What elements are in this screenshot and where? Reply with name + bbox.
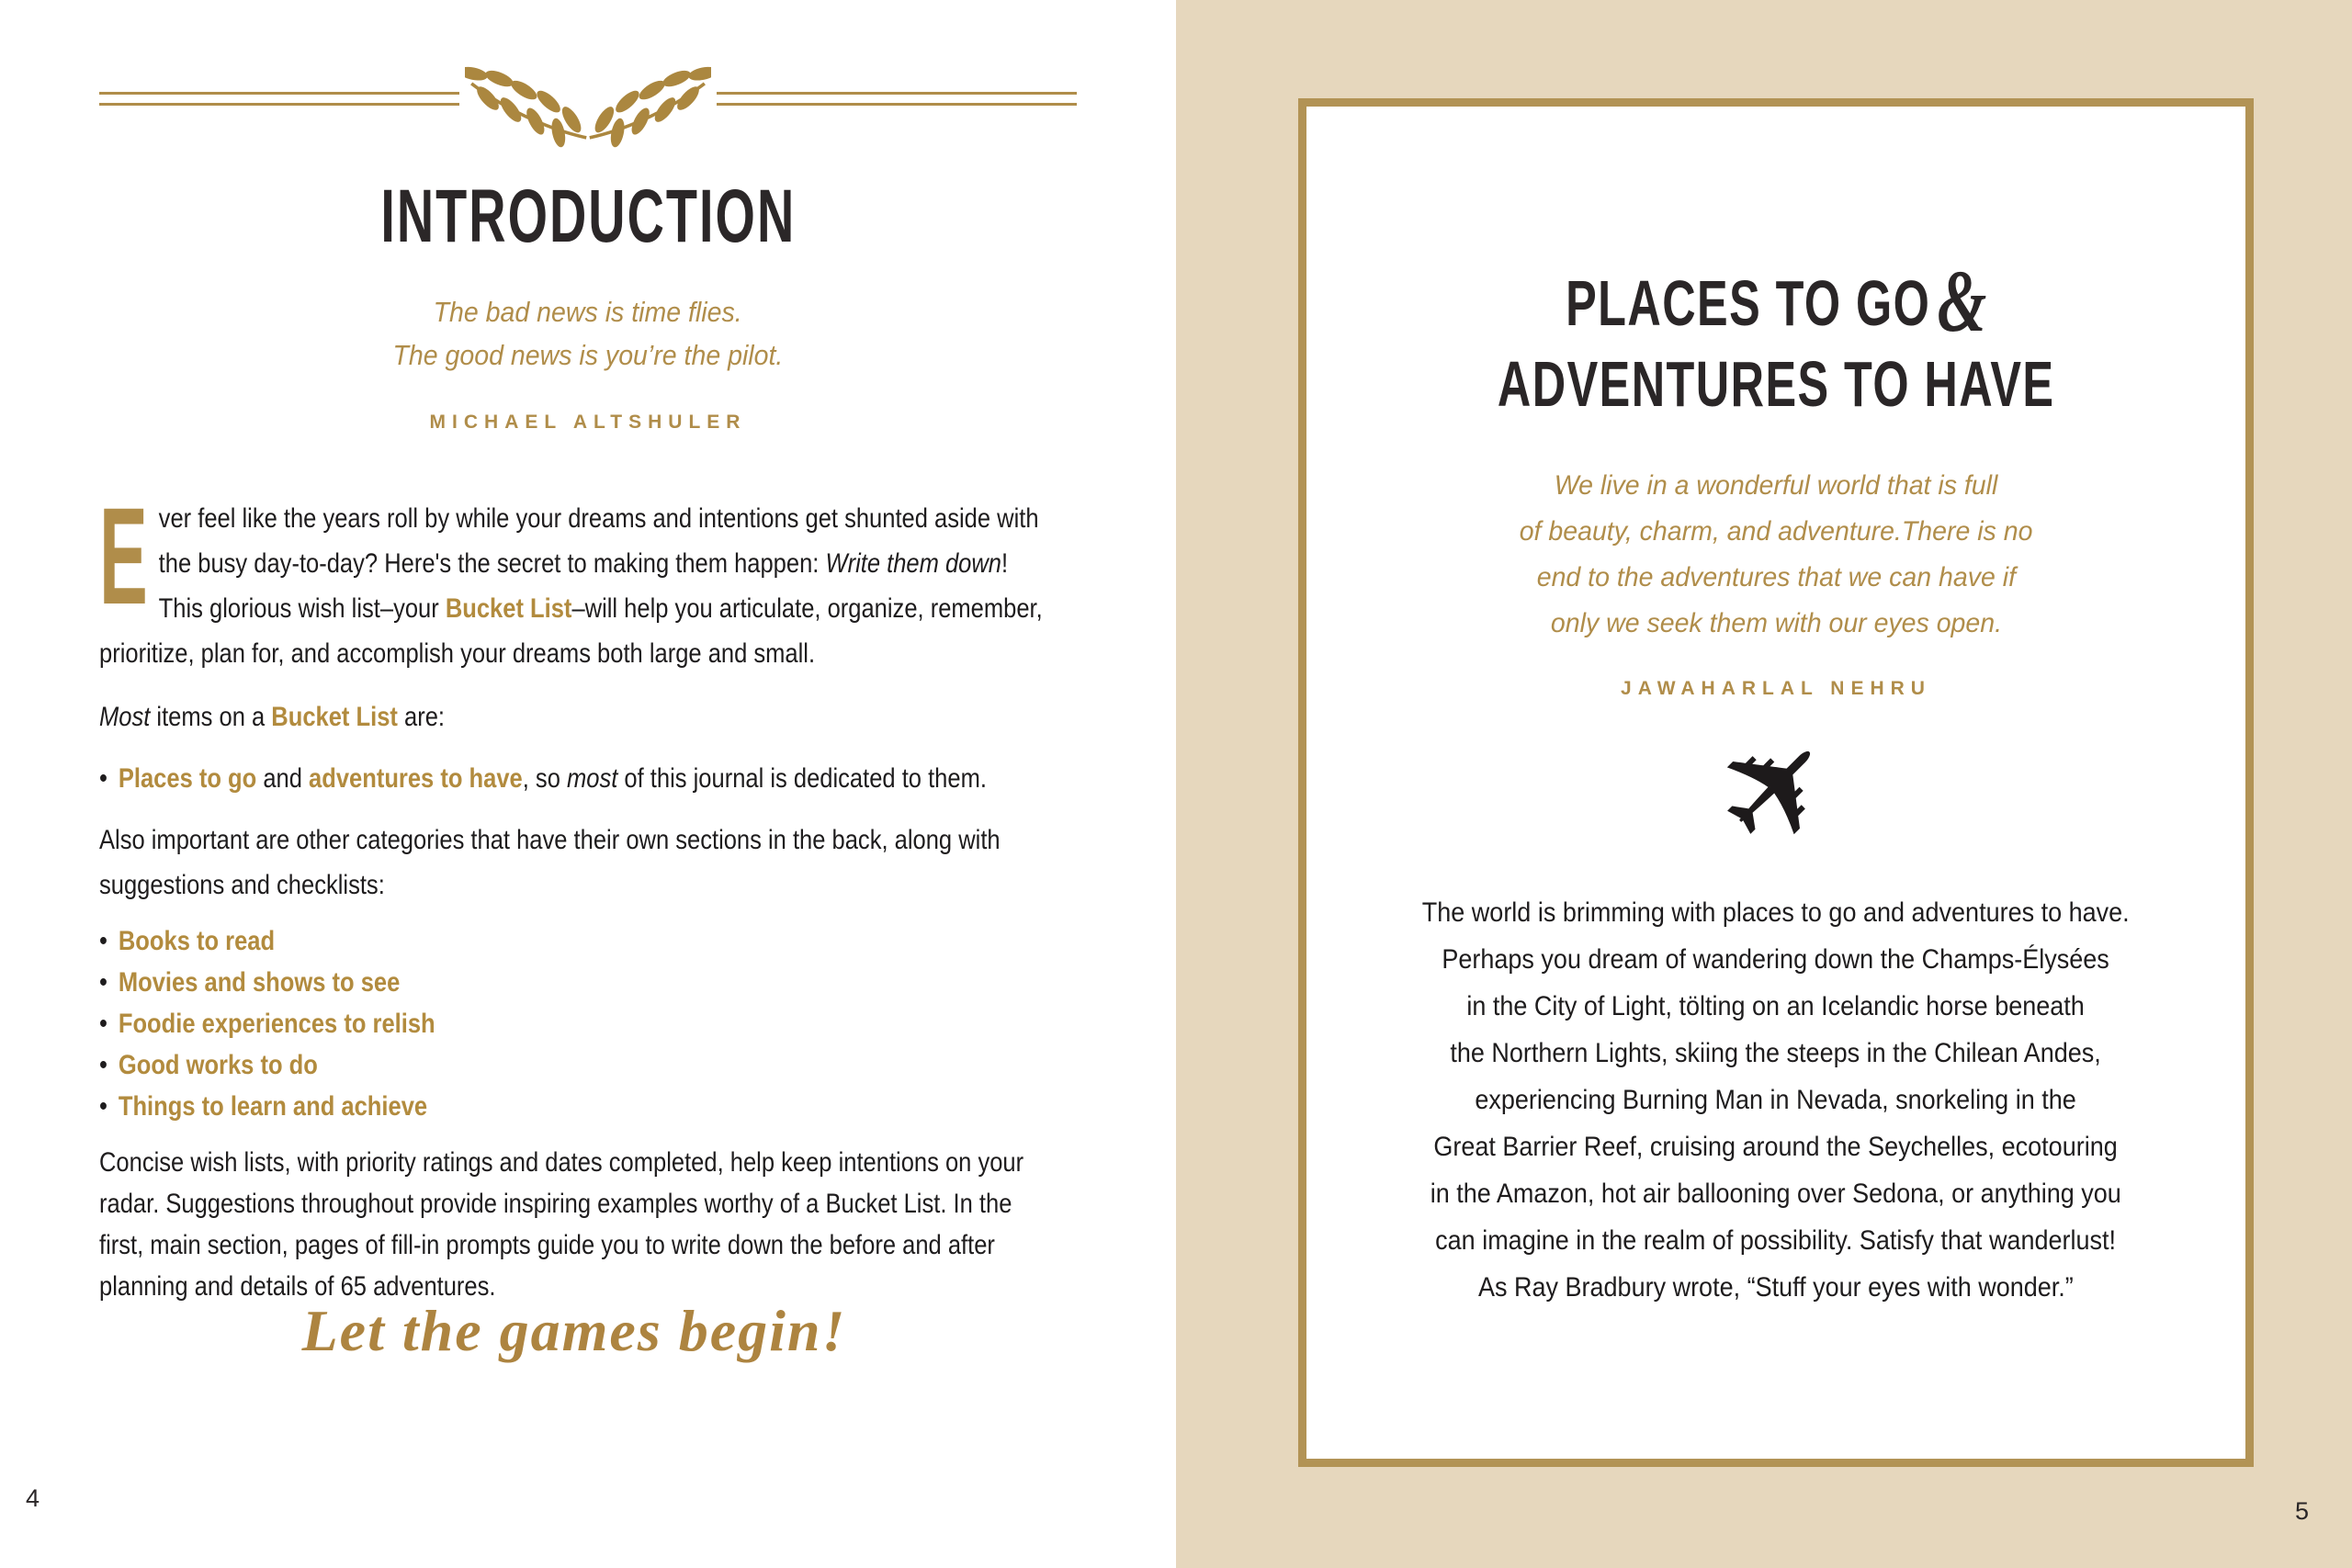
list-item bbox=[99, 1044, 1046, 1086]
list-item-label: Good works to do bbox=[118, 1050, 318, 1080]
body-line: experiencing Burning Man in Nevada, snorkeling in the bbox=[1475, 1085, 2077, 1115]
body-line: in the City of Light, tölting on an Icelandic horse beneath bbox=[1466, 991, 2086, 1021]
text-segment: and bbox=[256, 763, 310, 794]
paragraph: Also important are other categories that have their own sections in the back, along with suggestions and checklists: bbox=[99, 825, 1001, 900]
body-line: the Northern Lights, skiing the steeps in the Chilean Andes, bbox=[1450, 1038, 2102, 1068]
list-item-label: Movies and shows to see bbox=[118, 967, 401, 998]
body-line: can imagine in the realm of possibility. Satisfy that wanderlust! bbox=[1435, 1225, 2117, 1256]
text-segment: ! This glorious wish list–your bbox=[158, 548, 1009, 624]
body-line: Perhaps you dream of wandering down the Champs-Élysées bbox=[1442, 944, 2110, 975]
airplane-icon: ✈ bbox=[1680, 694, 1871, 885]
list-item bbox=[99, 1086, 1046, 1127]
text-segment: Bucket List bbox=[445, 593, 572, 624]
page-title bbox=[0, 175, 1176, 258]
quote-line: The bad news is time flies. bbox=[433, 296, 743, 328]
list-item bbox=[99, 1003, 1046, 1044]
text-segment: most bbox=[566, 763, 618, 794]
paragraph bbox=[99, 479, 1046, 676]
body-line: The world is brimming with places to go and adventures to have. bbox=[1422, 897, 2130, 928]
bullet-icon: • bbox=[99, 763, 107, 794]
body-line: in the Amazon, hot air ballooning over Sedona, or anything you bbox=[1430, 1179, 2122, 1209]
quote-line: only we seek them with our eyes open. bbox=[1550, 608, 2002, 638]
text-segment: Most bbox=[99, 702, 151, 732]
page-title-text: INTRODUCTION bbox=[380, 175, 796, 258]
epigraph-quote bbox=[1306, 463, 2245, 647]
bullet-icon: • bbox=[99, 1091, 107, 1122]
drop-cap: E bbox=[99, 479, 148, 633]
section-body bbox=[1306, 889, 2245, 1311]
list-item-label: Foodie experiences to relish bbox=[118, 1009, 435, 1039]
script-flourish-text: Let the games begin! bbox=[301, 1298, 847, 1363]
text-segment: ver feel like the years roll by while your dreams and intentions get shunted aside with the busy day-to-day? Here's the secret to making them happen: bbox=[158, 503, 1039, 579]
ampersand-glyph: & bbox=[1937, 252, 1987, 350]
page-number-right: 5 bbox=[2295, 1497, 2310, 1525]
intro-body bbox=[99, 479, 1046, 1307]
list-item-label: Books to read bbox=[118, 926, 276, 956]
text-segment: are: bbox=[397, 702, 446, 732]
quote-line: We live in a wonderful world that is full bbox=[1554, 470, 1998, 501]
page-number-left: 4 bbox=[26, 1484, 40, 1512]
body-line: As Ray Bradbury wrote, “Stuff your eyes with wonder.” bbox=[1478, 1272, 2074, 1303]
divider-line bbox=[717, 92, 1077, 106]
list-item bbox=[99, 962, 1046, 1003]
right-page bbox=[1176, 0, 2352, 1568]
text-segment: items on a bbox=[150, 702, 272, 732]
section-title-line1: PLACES TO GO bbox=[1565, 267, 1931, 339]
quote-attribution: JAWAHARLAL NEHRU bbox=[1621, 678, 1931, 699]
bullet-icon: • bbox=[99, 1050, 107, 1080]
list-item bbox=[99, 756, 1046, 801]
quote-line: end to the adventures that we can have if bbox=[1536, 562, 2016, 592]
text-segment: , so bbox=[522, 763, 567, 794]
text-segment: adventures to have bbox=[309, 763, 523, 794]
quote-line: of beauty, charm, and adventure.There is no bbox=[1519, 516, 2033, 547]
text-segment: Write them down bbox=[825, 548, 1002, 579]
paragraph: Concise wish lists, with priority ratings and dates completed, help keep intentions on your radar. Suggestions throughout provide inspiring examples worthy of a Bucket List. In the first, main section, pages of fill-in prompts guide you to write down the before and after planning and details of 65 adventures. bbox=[99, 1147, 1024, 1302]
list-item bbox=[99, 920, 1046, 962]
list-item-label: Things to learn and achieve bbox=[118, 1091, 428, 1122]
section-title bbox=[1306, 252, 2245, 424]
text-segment: of this journal is dedicated to them. bbox=[617, 763, 987, 794]
section-title-line2: ADVENTURES TO HAVE bbox=[1497, 348, 2055, 420]
divider-line bbox=[99, 92, 459, 106]
epigraph-quote bbox=[0, 290, 1176, 377]
header-divider bbox=[99, 44, 1077, 152]
body-line: Great Barrier Reef, cruising around the Seychelles, ecotouring bbox=[1433, 1132, 2119, 1162]
quote-attribution: MICHAEL ALTSHULER bbox=[429, 412, 747, 433]
laurel-ornament-icon bbox=[465, 49, 711, 148]
airplane-illustration bbox=[1306, 694, 2245, 885]
paragraph bbox=[99, 694, 1046, 739]
text-segment: –will help you articulate, organize, remember, prioritize, plan for, and accomplish your dreams both large and small. bbox=[99, 593, 1043, 669]
bullet-icon: • bbox=[99, 1009, 107, 1039]
gold-frame-panel bbox=[1298, 98, 2254, 1467]
text-segment: Bucket List bbox=[271, 702, 398, 732]
bullet-icon: • bbox=[99, 926, 107, 956]
bullet-icon: • bbox=[99, 967, 107, 998]
text-segment: Places to go bbox=[118, 763, 257, 794]
category-list bbox=[99, 920, 1046, 1127]
quote-line: The good news is you’re the pilot. bbox=[392, 339, 784, 371]
